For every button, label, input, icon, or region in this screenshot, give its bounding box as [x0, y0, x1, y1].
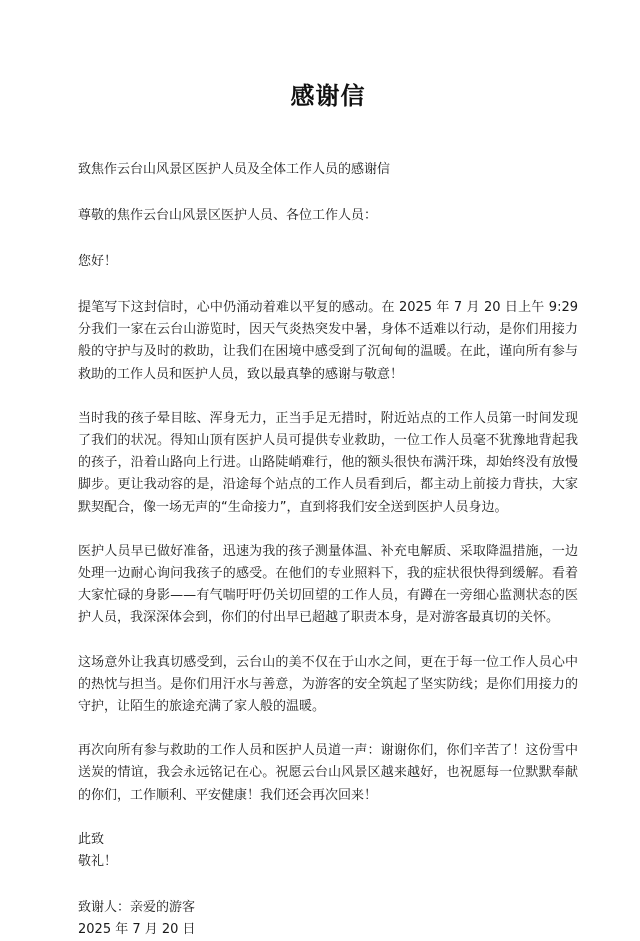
letter-paragraph-4: 这场意外让我真切感受到，云台山的美不仅在于山水之间，更在于每一位工作人员心中的热忱与担当。是你们用汗水与善意，为游客的安全筑起了坚实防线；是你们用接力的守护，让陌生的旅途充满了家人般的温暖。: [78, 654, 578, 715]
letter-salutation: 尊敬的焦作云台山风景区医护人员、各位工作人员：: [78, 208, 378, 223]
letter-paragraph-1: 提笔写下这封信时，心中仍涌动着难以平复的感动。在 2025 年 7 月 20 日上午 9:29 分我们一家在云台山游览时，因天气炎热突发中暑，身体不适难以行动，是你们用接力般的守护与及时的救助，让我们在困境中感受到了沉甸甸的温暖。在此，谨向所有参与救助的工作人员和医护人员，致以最真挚的感谢与敬意！: [78, 300, 578, 382]
letter-closing-1: 此致: [78, 831, 105, 847]
letter-signature: 致谢人：亲爱的游客: [78, 899, 196, 915]
letter-paragraph-2: 当时我的孩子晕目眩、浑身无力，正当手足无措时，附近站点的工作人员第一时间发现了我们的状况。得知山顶有医护人员可提供专业救助，一位工作人员毫不犹豫地背起我的孩子，沿着山路向上行进。山路陡峭难行，他的额头很快布满汗珠，却始终没有放慢脚步。更让我动容的是，沿途每个站点的工作人员看到后，都主动上前接力背扶，大家默契配合，像一场无声的“生命接力”，直到将我们安全送到医护人员身边。: [78, 410, 578, 515]
letter-greeting: 您好！: [78, 254, 118, 269]
letter-subject: 致焦作云台山风景区医护人员及全体工作人员的感谢信: [78, 162, 391, 177]
letter-closing-2: 敬礼！: [78, 853, 118, 869]
letter-date: 2025 年 7 月 20 日: [78, 921, 196, 937]
letter-paragraph-5: 再次向所有参与救助的工作人员和医护人员道一声：谢谢你们，你们辛苦了！这份雪中送炭的情谊，我会永远铭记在心。祝愿云台山风景区越来越好，也祝愿每一位默默奉献的你们，工作顺利、平安健康！我们还会再次回来！: [78, 743, 578, 803]
letter-title: 感谢信: [290, 82, 366, 110]
letter-paragraph-3: 医护人员早已做好准备，迅速为我的孩子测量体温、补充电解质、采取降温措施，一边处理一边耐心询问我孩子的感受。在他们的专业照料下，我的症状很快得到缓解。看着大家忙碌的身影——有气喘吁吁仍关切回望的工作人员，有蹲在一旁细心监测状态的医护人员，我深深体会到，你们的付出早已超越了职责本身，是对游客最真切的关怀。: [78, 543, 578, 626]
